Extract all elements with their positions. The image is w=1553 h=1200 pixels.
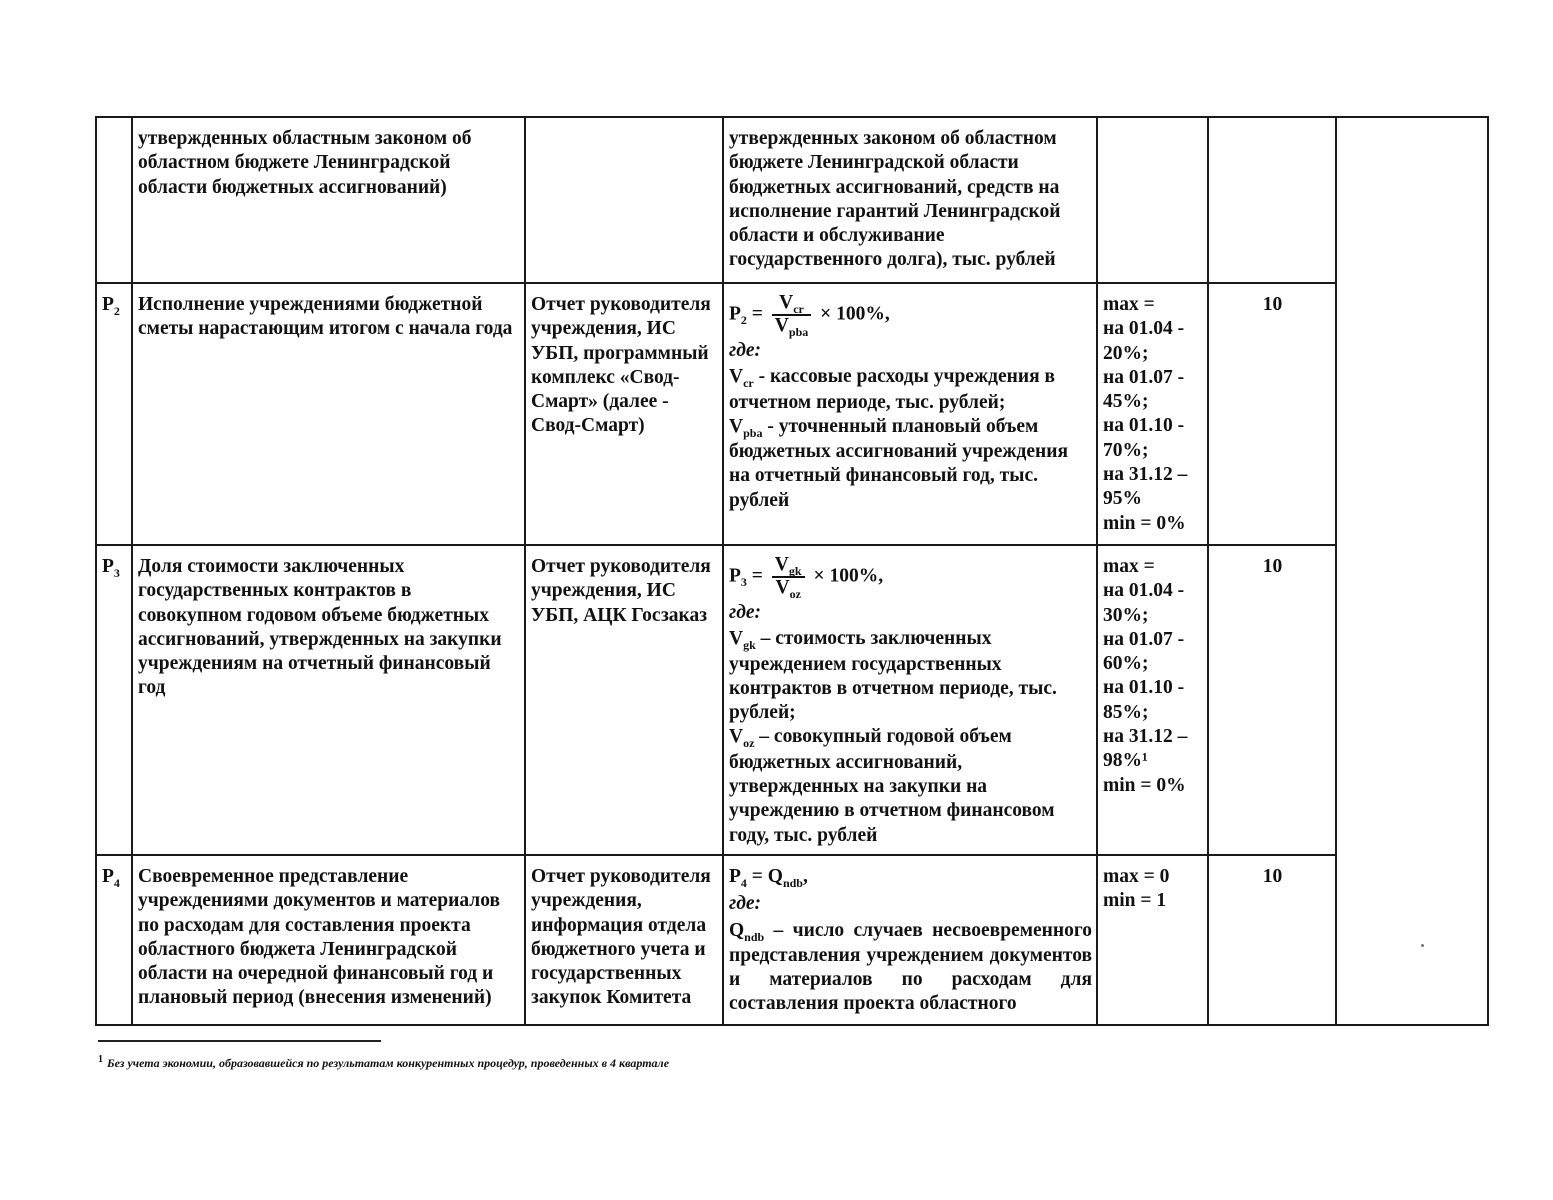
row-code: $P_3$ <box>96 545 132 855</box>
formula-where: где: <box>729 893 762 915</box>
formula-fraction: $\frac{V_{cr}}{V_{pba}}$ <box>772 293 811 337</box>
row-empty-cell <box>1336 855 1488 1025</box>
formula-expression: $P_2$ = $\frac{V_{cr}}{V_{pba}}$ × 100%, <box>729 292 890 339</box>
table-row-p4 <box>96 855 1488 1025</box>
formula-variable: $V_{oz}$ – совокупный годовой объем бюджетных ассигнований, утвержденных на закупки на учреждению в отчетном финансовом году, тыс. рублей <box>729 726 1055 846</box>
row-formula <box>723 283 1097 545</box>
formula-expression: $P_3$ = $\frac{V_{gk}}{V_{oz}}$ × 100%, <box>729 554 884 601</box>
row-weight: 10 <box>1208 283 1336 545</box>
formula-fraction: $\frac{V_{gk}}{V_{oz}}$ <box>772 555 805 599</box>
row-source <box>525 117 723 283</box>
row-empty-cell <box>1336 545 1488 855</box>
table-row-p3 <box>96 545 1488 855</box>
row-name: утвержденных областным законом об областном бюджете Ленинградской области бюджетных ассигнований) <box>132 117 525 283</box>
row-weight <box>1208 117 1336 283</box>
row-empty-cell <box>1336 117 1488 283</box>
row-norms: max = 0 min = 1 <box>1097 855 1208 1025</box>
row-source: Отчет руководителя учреждения, ИС УБП, программный комплекс «Свод-Смарт» (далее - Свод-Смарт) <box>525 283 723 545</box>
row-norms <box>1097 117 1208 283</box>
row-weight: 10 <box>1208 855 1336 1025</box>
row-code <box>96 117 132 283</box>
row-name: Исполнение учреждениями бюджетной сметы нарастающим итогом с начала года <box>132 283 525 545</box>
table-row-p2 <box>96 283 1488 545</box>
row-code: $P_2$ <box>96 283 132 545</box>
formula-variable: $V_{cr}$ - кассовые расходы учреждения в отчетном периоде, тыс. рублей; <box>729 366 1056 413</box>
footnote-separator <box>98 1040 381 1042</box>
row-name: Доля стоимости заключенных государственных контрактов в совокупном годовом объеме бюджетных ассигнований, утвержденных на закупки учреждениям на отчетный финансовый год <box>132 545 525 855</box>
row-source: Отчет руководителя учреждения, ИС УБП, АЦК Госзаказ <box>525 545 723 855</box>
row-name: Своевременное представление учреждениями документов и материалов по расходам для составления проекта областного бюджета Ленинградской области на очередной финансовый год и плановый период (внесения изменений) <box>132 855 525 1025</box>
row-formula-description: утвержденных законом об областном бюджете Ленинградской области бюджетных ассигнований, средств на исполнение гарантий Ленинградской области и обслуживание государственного долга), тыс. рублей <box>723 117 1097 283</box>
formula-expression: $P_4 = Q_{ndb}$, <box>729 865 808 890</box>
formula-variable: $Q_{ndb}$ – число случаев несвоевременного представления учреждением документов и материалов по расходам для составления проекта областного <box>729 919 1092 1015</box>
formula-where: где: <box>729 602 762 623</box>
formula-variable: $V_{pba}$ - уточненный плановый объем бюджетных ассигнований учреждения на отчетный финансовый год, тыс. рублей <box>729 415 1069 511</box>
row-code: $P_4$ <box>96 855 132 1025</box>
footnote-mark: 1 <box>98 1054 103 1065</box>
row-norms: max = на 01.04 - 20%; на 01.07 - 45%; на 01.10 - 70%; на 31.12 – 95% min = 0% <box>1097 283 1208 545</box>
row-formula <box>723 855 1097 1025</box>
row-norms: max = на 01.04 - 30%; на 01.07 - 60%; на 01.10 - 85%; на 31.12 – 98%¹ min = 0% <box>1097 545 1208 855</box>
table-row-continuation <box>96 117 1488 283</box>
scan-speck <box>1421 944 1424 947</box>
row-empty-cell <box>1336 283 1488 545</box>
footnote <box>98 1054 669 1071</box>
formula-variable: $V_{gk}$ – стоимость заключенных учреждением государственных контрактов в отчетном периоде, тыс. рублей; <box>729 628 1057 724</box>
row-source: Отчет руководителя учреждения, информация отдела бюджетного учета и государственных закупок Комитета <box>525 855 723 1025</box>
row-formula <box>723 545 1097 855</box>
row-weight: 10 <box>1208 545 1336 855</box>
indicators-table <box>95 116 1489 1026</box>
footnote-text: Без учета экономии, образовавшейся по результатам конкурентных процедур, проведенных в 4 квартале <box>107 1056 670 1070</box>
formula-where: где: <box>729 340 762 361</box>
